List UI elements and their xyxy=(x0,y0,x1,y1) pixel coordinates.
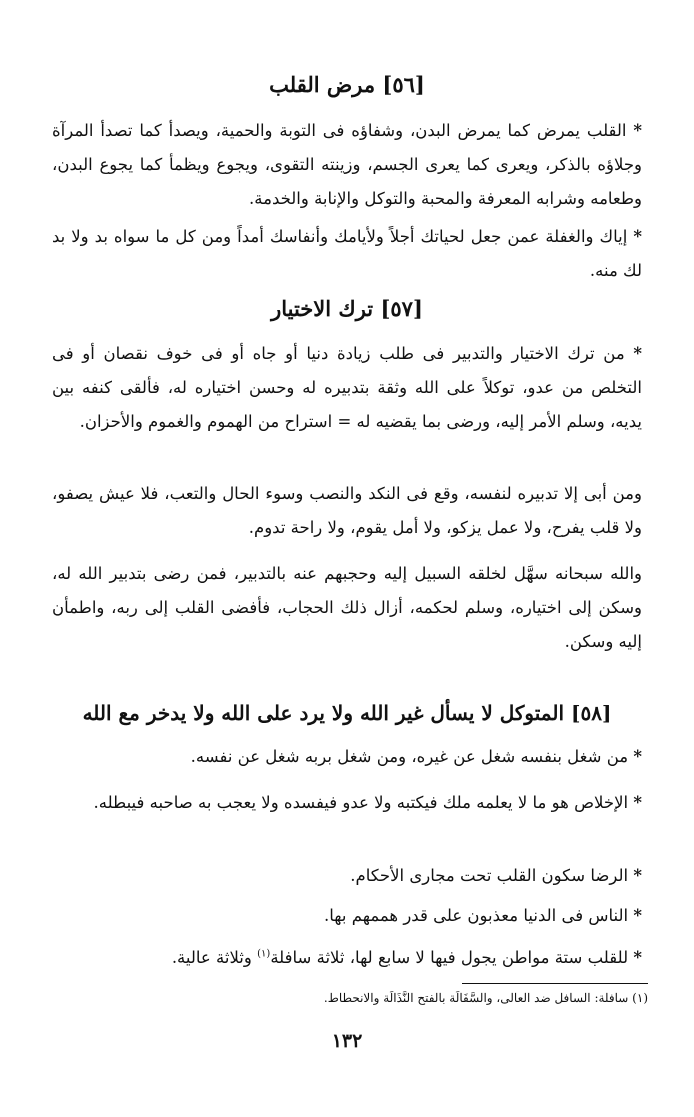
bullet-star-icon: * xyxy=(633,121,643,140)
paragraph-text: الناس فى الدنيا معذبون على قدر هممهم بها. xyxy=(324,906,629,925)
bullet-star-icon: * xyxy=(633,793,642,812)
footnote: (١) سافلة: السافل ضد العالى، والسَّفَالَة بالفتح النَّذَالَة والانحطاط. xyxy=(323,991,648,1005)
bullet-star-icon: * xyxy=(633,227,642,246)
paragraph-sincerity xyxy=(52,786,642,820)
page-number: ١٣٢ xyxy=(331,1030,363,1052)
paragraph-text: القلب يمرض كما يمرض البدن، وشفاؤه فى التوبة والحمية، ويصدأ كما تصدأ المرآة وجلاؤه بالذكر، ويعرى كما يعرى الجسم، وزينته التقوى، ويجوع ويظمأ كما يجوع البدن، وطعامه وشرابه المعرفة والمحبة والتوكل والإنابة والخدمة. xyxy=(52,121,642,208)
paragraph-text: من ترك الاختيار والتدبير فى طلب زيادة دنيا أو جاه أو فى خوف نقصان أو فى التخلص من عدو، توكلاً على الله وثقة بتدبيره له وحسن اختياره له، فألقى كنفه بين يديه، وسلم الأمر إليه، ورضى بما يقضيه له = استراح من الهموم والغموم والأحزان. xyxy=(52,344,642,431)
footnote-reference[interactable]: (١) xyxy=(257,948,271,960)
paragraph-text: من شغل بنفسه شغل عن غيره، ومن شغل بربه شغل عن نفسه. xyxy=(190,747,629,766)
footnote-divider xyxy=(462,983,648,984)
paragraph-self-management: ومن أبى إلا تدبيره لنفسه، وقع فى النكد والنصب وسوء الحال والتعب، فلا عيش يصفو، ولا قلب يفرح، ولا عمل يزكو، ولا أمل يقوم، ولا راحة تدوم. xyxy=(52,484,642,537)
paragraph-occupied-self xyxy=(52,740,642,774)
bullet-star-icon: * xyxy=(633,747,642,766)
paragraph-contentment xyxy=(52,859,642,893)
paragraph-god-eased-path: والله سبحانه سهَّل لخلقه السبيل إليه وحجبهم عنه بالتدبير، فمن رضى بتدبير الله له، وسكن إلى اختياره، وسلم لحكمه، أزال ذلك الحجاب، فأفضى القلب إلى ربه، واطمأن إليه وسكن. xyxy=(52,564,642,651)
paragraph-heart-illness xyxy=(52,114,642,216)
paragraph-leaving-choice xyxy=(52,337,642,439)
paragraph-people-tormented xyxy=(52,899,642,933)
paragraph-heedlessness xyxy=(52,220,642,288)
paragraph-text: الإخلاص هو ما لا يعلمه ملك فيكتبه ولا عدو فيفسده ولا يعجب به صاحبه فيبطله. xyxy=(93,793,629,812)
bullet-star-icon: * xyxy=(633,948,642,967)
paragraph-six-abodes xyxy=(52,941,642,975)
paragraph-text: إياك والغفلة عمن جعل لحياتك أجلاً ولأيامك وأنفاسك أمداً ومن كل ما سواه بد ولا بد لك منه. xyxy=(52,227,642,280)
section-heading-56: [٥٦] مرض القلب xyxy=(269,72,425,97)
bullet-star-icon: * xyxy=(633,866,642,885)
paragraph-text: للقلب ستة مواطن يجول فيها لا سابع لها، ثلاثة سافلة xyxy=(270,948,629,967)
paragraph-text: الرضا سكون القلب تحت مجارى الأحكام. xyxy=(350,866,629,885)
paragraph-text-end: وثلاثة عالية. xyxy=(171,948,252,967)
section-heading-58: [٥٨] المتوكل لا يسأل غير الله ولا يرد على الله ولا يدخر مع الله xyxy=(82,701,612,725)
bullet-star-icon: * xyxy=(633,906,642,925)
bullet-star-icon: * xyxy=(633,344,642,363)
section-heading-57: [٥٧] ترك الاختيار xyxy=(271,296,423,321)
